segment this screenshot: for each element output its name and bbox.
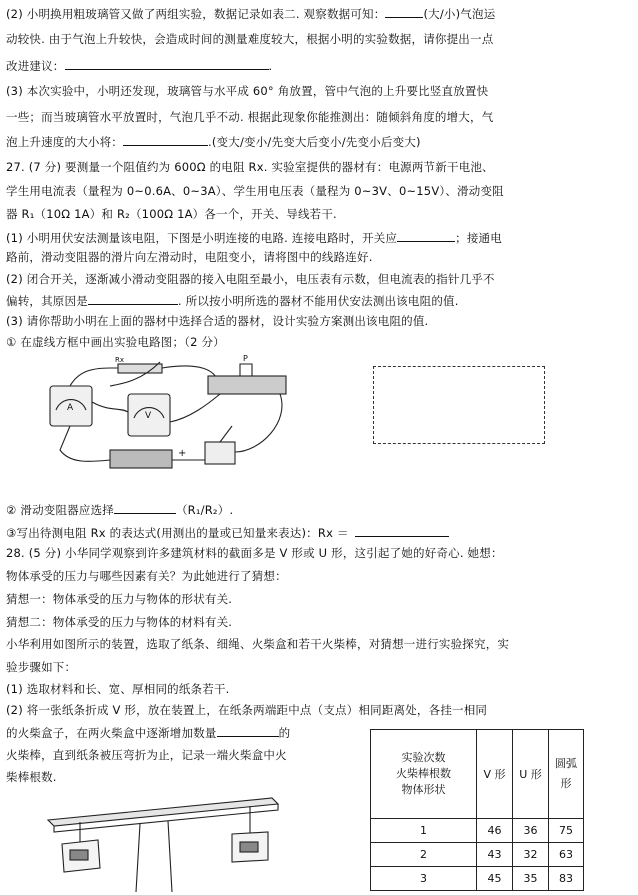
q27-2-line1: (2) 闭合开关，逐渐减小滑动变阻器的接入电阻至最小，电压表有示数，但电流表的指针几乎不 — [6, 272, 495, 286]
col-header-arc-shape: 圆弧形 — [549, 730, 584, 819]
q27-3-line3: ② 滑动变阻器应选择 （R₁/R₂）. — [6, 503, 234, 517]
q26-3-line1: (3) 本次实验中，小明还发现，玻璃管与水平成 60° 角放置，管中气泡的上升要比竖直放置快 — [6, 84, 489, 98]
answer-blank[interactable] — [123, 134, 208, 146]
battery-plus-label: + — [178, 448, 187, 459]
circuit-drawing-box[interactable] — [373, 366, 545, 444]
q28-line7: (1) 选取材料和长、宽、厚相同的纸条若干. — [6, 682, 230, 696]
q28-line6: 验步骤如下： — [6, 660, 77, 674]
paper-bending-apparatus-figure — [40, 792, 280, 892]
answer-blank[interactable] — [88, 293, 178, 305]
q28-line2: 物体承受的压力与哪些因素有关？为此她进行了猜想： — [6, 569, 287, 583]
table-row: 1 46 36 75 — [371, 819, 584, 843]
q28-line8: (2) 将一张纸条折成 V 形，放在装置上，在纸条两端距中点（支点）相同距离处，各挂一相同 — [6, 703, 488, 717]
q26-3-line3: 泡上升速度的大小将： .(变大/变小/先变大后变小/先变小后变大) — [6, 135, 421, 149]
q28-line5: 小华利用如图所示的装置，选取了纸条、细绳、火柴盒和若干火柴棒，对猜想一进行实验探究，实 — [6, 637, 510, 651]
slider-label: P — [243, 354, 248, 363]
answer-blank[interactable] — [114, 502, 176, 514]
answer-blank[interactable] — [355, 525, 449, 537]
answer-blank[interactable] — [385, 6, 423, 18]
answer-blank[interactable] — [65, 58, 269, 70]
table-row: 3 45 35 83 — [371, 867, 584, 891]
q26-2-line1: (2) 小明换用粗玻璃管又做了两组实验，数据记录如表二. 观察数据可知： (大/小)气泡运 — [6, 7, 496, 21]
q28-line3: 猜想一：物体承受的压力与物体的形状有关. — [6, 592, 233, 606]
q26-3-line2: 一些；而当玻璃管水平放置时，气泡几乎不动. 根据此现象你能推测出：随倾斜角度的增大，气 — [6, 110, 494, 124]
table-row: 2 43 32 63 — [371, 843, 584, 867]
q28-line4: 猜想二：物体承受的压力与物体的材料有关. — [6, 615, 233, 629]
ammeter-label: A — [67, 403, 74, 413]
q27-line3: 器 R₁（10Ω 1A）和 R₂（100Ω 1A）各一个，开关、导线若干. — [6, 207, 337, 221]
q26-2-line3: 改进建议： . — [6, 59, 273, 73]
q28-line11: 柴棒根数. — [6, 770, 57, 784]
experiment-data-table — [370, 729, 584, 891]
col-header-v-shape: V 形 — [477, 730, 513, 819]
q27-1-line2: 路前，滑动变阻器的滑片向左滑动时，电阻变小，请将图中的线路连好. — [6, 250, 373, 264]
q27-line2: 学生用电流表（量程为 0~0.6A、0~3A）、学生用电压表（量程为 0~3V、0~15V）、滑动变阻 — [6, 184, 504, 198]
q27-3-line2: ① 在虚线方框中画出实验电路图；（2 分） — [6, 335, 225, 349]
q28-line1: 28. (5 分) 小华同学观察到许多建筑材料的截面多是 V 形或 U 形，这引起了她的好奇心. 她想： — [6, 546, 503, 560]
voltmeter-label: V — [145, 411, 152, 421]
q28-line9: 的火柴盒子，在两火柴盒中逐渐增加数量 的 — [6, 726, 291, 740]
q27-1-line1: (1) 小明用伏安法测量该电阻，下图是小明连接的电路. 连接电路时，开关应 ；接通电 — [6, 231, 502, 245]
q27-2-line2: 偏转，其原因是 . 所以按小明所选的器材不能用伏安法测出该电阻的值. — [6, 294, 459, 308]
circuit-diagram — [40, 352, 290, 482]
q26-2-line2: 动较快. 由于气泡上升较快，会造成时间的测量难度较大，根据小明的实验数据，请你提出一点 — [6, 32, 494, 46]
rx-label: Rx — [115, 356, 125, 364]
q27-3-line4: ③写出待测电阻 Rx 的表达式(用测出的量或已知量来表达)：Rx ＝ — [6, 525, 449, 541]
q27-3-line1: (3) 请你帮助小明在上面的器材中选择合适的器材，设计实验方案测出该电阻的值. — [6, 314, 429, 328]
col-header-u-shape: U 形 — [513, 730, 549, 819]
answer-blank[interactable] — [397, 230, 455, 242]
q27-line1: 27. (7 分) 要测量一个阻值约为 600Ω 的电阻 Rx. 实验室提供的器材有：电源两节新干电池、 — [6, 160, 494, 174]
q28-line10: 火柴棒，直到纸条被压弯折为止，记录一端火柴盒中火 — [6, 748, 287, 762]
table-header-corner: 实验次数 火柴棒根数 物体形状 — [371, 730, 477, 819]
answer-blank[interactable] — [217, 725, 279, 737]
